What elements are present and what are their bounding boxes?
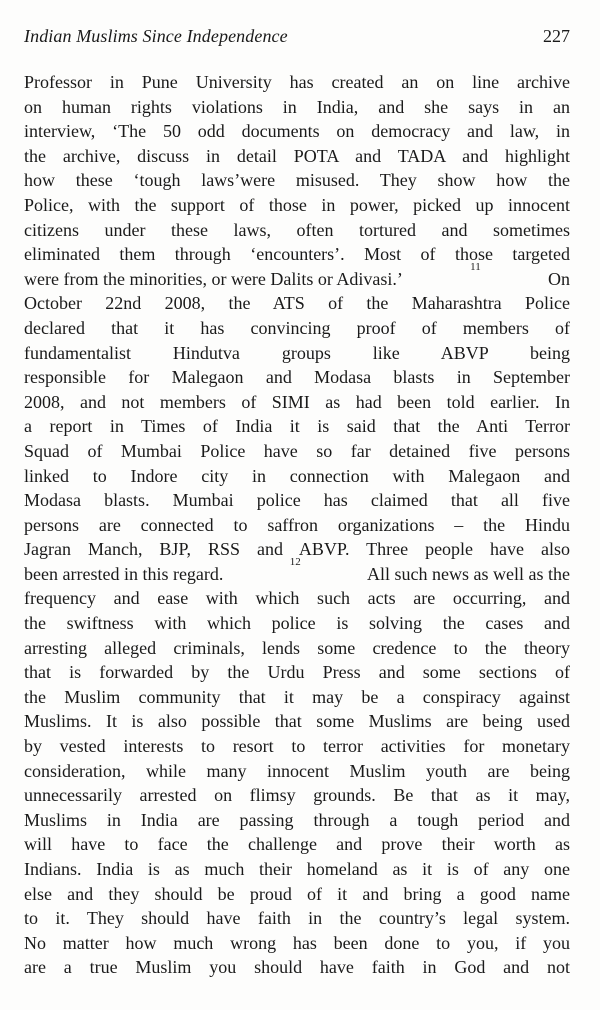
text-line: are a true Muslim you should have faith in God and not	[24, 957, 570, 978]
text-line: how these ‘tough laws’were misused. They show how the	[24, 170, 570, 191]
text-line: linked to Indore city in connection with Malegaon and	[24, 465, 570, 486]
text-line: the archive, discuss in detail POTA and TADA and highlight	[24, 145, 570, 166]
text-line: unnecessarily arrested on flimsy grounds. Be that as it may,	[24, 785, 570, 806]
footnote-marker: 12	[289, 555, 301, 568]
body-text	[24, 70, 570, 980]
text-line: Muslims. It is also possible that some Muslims are being used	[24, 711, 570, 732]
text-line: a report in Times of India it is said that the Anti Terror	[24, 416, 570, 437]
text-line-with-footnote	[24, 260, 570, 292]
text-line: No matter how much wrong has been done to you, if you	[24, 932, 570, 953]
text-line: else and they should be proud of it and bring a good name	[24, 883, 570, 904]
text-line: responsible for Malegaon and Modasa blasts in September	[24, 367, 570, 388]
text-line: consideration, while many innocent Muslim youth are being	[24, 760, 570, 781]
text-line-with-footnote	[24, 555, 570, 587]
text-line-segment: On	[548, 268, 570, 289]
text-line: to it. They should have faith in the country’s legal system.	[24, 908, 570, 929]
text-line-segment: were from the minorities, or were Dalits or Adivasi.’	[24, 268, 403, 289]
text-line: Modasa blasts. Mumbai police has claimed that all five	[24, 490, 570, 511]
text-line: by vested interests to resort to terror activities for monetary	[24, 736, 570, 757]
text-line: interview, ‘The 50 odd documents on democracy and law, in	[24, 121, 570, 142]
text-line: Professor in Pune University has created an on line archive	[24, 72, 570, 92]
text-line: eliminated them through ‘encounters’. Most of those targeted	[24, 244, 570, 265]
text-line: 2008, and not members of SIMI as had been told earlier. In	[24, 391, 570, 412]
text-line: citizens under these laws, often tortured and sometimes	[24, 219, 570, 240]
text-line: Muslims in India are passing through a tough period and	[24, 809, 570, 830]
text-line: declared that it has convincing proof of members of	[24, 317, 570, 338]
text-line: October 22nd 2008, the ATS of the Maharashtra Police	[24, 293, 570, 314]
text-line: Indians. India is as much their homeland as it is of any one	[24, 859, 570, 879]
text-line: on human rights violations in India, and she says in an	[24, 96, 570, 117]
page-number: 227	[543, 26, 570, 46]
text-line: Squad of Mumbai Police have so far detained five persons	[24, 440, 570, 461]
text-line: arresting alleged criminals, lends some credence to the theory	[24, 637, 570, 658]
text-line: fundamentalist Hindutva groups like ABVP being	[24, 342, 570, 363]
running-title: Indian Muslims Since Independence	[24, 26, 288, 46]
text-line: persons are connected to saffron organizations – the Hindu	[24, 514, 570, 535]
running-header	[24, 26, 570, 50]
text-line: the Muslim community that it may be a conspiracy against	[24, 686, 570, 707]
text-line: Police, with the support of those in power, picked up innocent	[24, 194, 570, 215]
text-line: Jagran Manch, BJP, RSS and ABVP. Three people have also	[24, 539, 570, 560]
text-line-segment: All such news as well as the	[367, 563, 570, 584]
text-line: the swiftness with which police is solving the cases and	[24, 613, 570, 634]
footnote-marker: 11	[470, 260, 481, 273]
text-line-segment: been arrested in this regard.	[24, 563, 224, 584]
text-line: frequency and ease with which such acts are occurring, and	[24, 588, 570, 609]
text-line: will have to face the challenge and prove their worth as	[24, 834, 570, 855]
text-line: that is forwarded by the Urdu Press and some sections of	[24, 662, 570, 683]
